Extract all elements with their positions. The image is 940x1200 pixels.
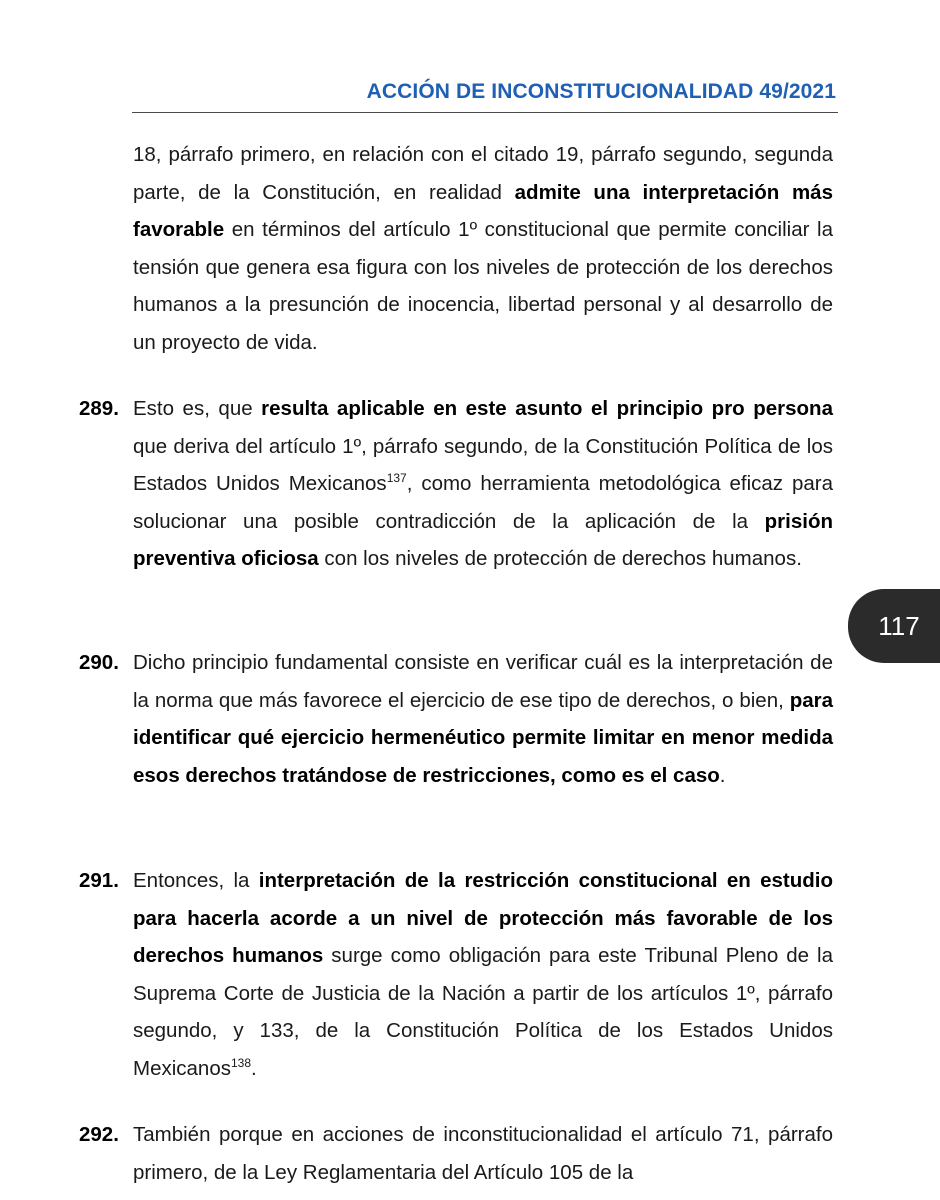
document-header-title: ACCIÓN DE INCONSTITUCIONALIDAD 49/2021: [366, 80, 836, 103]
paragraph-number-289: 289.: [79, 397, 119, 420]
header-divider: [132, 112, 838, 113]
body-text: Esto es, que: [133, 397, 262, 420]
footnote-reference: 138: [231, 1055, 252, 1070]
paragraph-291: [133, 862, 833, 1087]
emphasis-text: para identificar qué ejercicio hermenéutico permite limitar en menor medida esos derechos tratándose de restricciones, como es el caso: [133, 688, 833, 787]
page-number-tab: [848, 589, 940, 663]
body-text: .: [719, 763, 726, 787]
paragraph-continuation: [133, 136, 833, 361]
paragraph-number-292: 292.: [79, 1123, 119, 1146]
paragraph-292: [133, 1116, 833, 1191]
paragraph-number-290: 290.: [79, 651, 119, 674]
body-text: con los niveles de protección de derechos humanos.: [318, 547, 802, 570]
body-text: .: [251, 1056, 257, 1080]
body-text: surge como obligación para este Tribunal Pleno de la Suprema Corte de Justicia de la Nación a partir de los artículos 1º, párrafo segundo, y 133, de la Constitución Política de los Estados Unidos Mexicanos: [133, 944, 833, 1080]
emphasis-text: interpretación de la restricción constitucional en estudio para hacerla acorde a un nivel de protección más favorable de los derechos humanos: [133, 869, 833, 967]
page-number: 117: [878, 610, 920, 641]
body-text: que deriva del artículo 1º, párrafo segundo, de la Constitución Política de los Estados Unidos Mexicanos: [133, 434, 833, 495]
body-text: en términos del artículo 1º constitucional que permite conciliar la tensión que genera esa figura con los niveles de protección de los derechos humanos a la presunción de inocencia, libertad personal y al desarrollo de un proyecto de vida.: [133, 218, 833, 354]
body-text: También porque en acciones de inconstitucionalidad el artículo 71, párrafo primero, de la Ley Reglamentaria del Artículo 105 de la: [133, 1123, 833, 1184]
body-text: Entonces, la: [133, 869, 259, 892]
emphasis-text: admite una interpretación más favorable: [133, 180, 833, 241]
paragraph-289: [133, 390, 833, 578]
paragraph-290: [133, 644, 833, 794]
body-text: , como herramienta metodológica eficaz para solucionar una posible contradicción de la aplicación de la: [133, 472, 833, 533]
paragraph-number-291: 291.: [79, 869, 119, 892]
body-text: Dicho principio fundamental consiste en verificar cuál es la interpretación de la norma que más favorece el ejercicio de ese tipo de derechos, o bien,: [133, 651, 833, 712]
body-text: 18, párrafo primero, en relación con el citado 19, párrafo segundo, segunda parte, de la Constitución, en realidad: [133, 143, 833, 204]
emphasis-text: prisión preventiva oficiosa: [133, 509, 833, 570]
emphasis-text: resulta aplicable en este asunto el principio pro persona: [261, 397, 833, 420]
footnote-reference: 137: [386, 471, 407, 485]
